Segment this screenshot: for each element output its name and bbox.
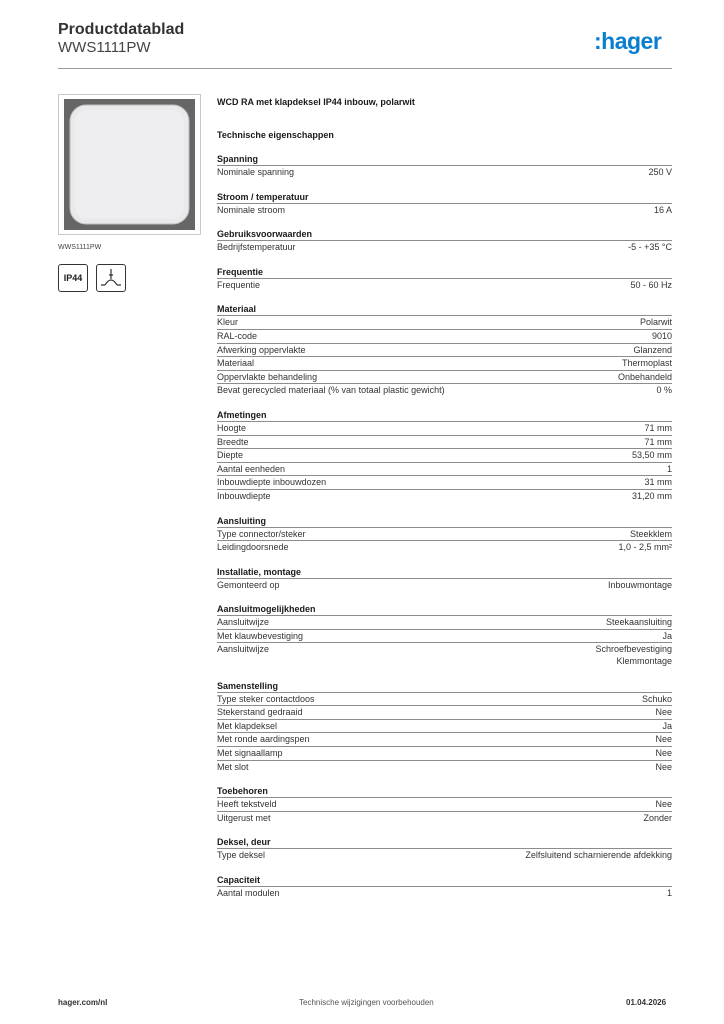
spec-value: 9010 [651,330,672,341]
section-title: Aansluitmogelijkheden [217,604,316,615]
spec-label: Nominale stroom [217,204,286,215]
tech-heading: Technische eigenschappen [217,130,334,140]
spec-value: Ja [662,630,672,641]
spec-row [217,240,672,254]
spec-value: 31,20 mm [631,490,672,501]
spec-value: Ja [662,720,672,731]
spec-row [217,719,672,733]
section-title: Deksel, deur [217,837,271,848]
spec-label: Leidingdoorsnede [217,542,289,553]
spec-value [595,644,672,667]
spec-row [217,540,672,554]
spec-value: 71 mm [644,422,672,433]
spec-label: Type steker contactdoos [217,693,315,704]
spec-value: Zonder [643,812,672,823]
spec-label: Kleur [217,317,239,328]
spec-row [217,705,672,719]
section-title: Aansluiting [217,515,266,526]
spec-value: Nee [655,799,672,810]
spec-row [217,448,672,462]
spec-label: Met slot [217,761,249,772]
section-title: Capaciteit [217,875,261,885]
spec-row [217,489,672,503]
spec-value-line: Schroefbevestiging [595,644,672,655]
spec-row [217,797,672,811]
spec-value: Nee [655,734,672,745]
spec-section [217,836,672,862]
spec-label: Aansluitwijze [217,644,270,655]
spec-row [217,811,672,825]
product-description: WCD RA met klapdeksel IP44 inbouw, polarwit [217,97,415,107]
footer-website: hager.com/nl [58,998,108,1007]
spec-label: Met ronde aardingspen [217,734,310,745]
spec-value: Inbouwmontage [607,579,672,590]
spec-section [217,409,672,503]
spec-label: Gemonteerd op [217,579,280,590]
spec-label: Heeft tekstveld [217,799,277,810]
product-image [58,94,201,235]
spec-label: Afwerking oppervlakte [217,344,306,355]
spec-row [217,203,672,217]
spec-label: Type deksel [217,850,266,861]
spec-row [217,370,672,384]
spec-label: Diepte [217,450,244,461]
footer-date: 01.04.2026 [626,998,667,1007]
spec-value: Steekklem [629,528,672,539]
spec-row [217,629,672,643]
spec-label: Uitgerust met [217,812,271,823]
spec-row [217,383,672,397]
spec-value: Polarwit [639,317,672,328]
section-title: Spanning [217,154,258,164]
spec-value: Nee [655,748,672,759]
spec-row [217,527,672,541]
spec-row [217,356,672,370]
socket-outlet-icon [59,95,200,234]
spec-row [217,615,672,629]
header-divider [58,68,672,69]
spec-value-line: Klemmontage [616,656,672,667]
spec-label: Met klauwbevestiging [217,630,304,641]
spec-row [217,578,672,592]
section-title: Frequentie [217,266,264,277]
spec-label: Nominale spanning [217,167,295,177]
spec-value: 53,50 mm [631,450,672,461]
section-title: Samenstelling [217,680,279,691]
spec-label: Oppervlakte behandeling [217,371,318,382]
spec-value: 16 A [653,204,672,215]
spec-section [217,874,672,900]
spec-row [217,278,672,292]
spec-label: Met klapdeksel [217,720,278,731]
spec-label: Type connector/steker [217,528,306,539]
spec-label: Aantal eenheden [217,463,286,474]
page-title: Productdatablad [58,21,185,38]
section-title: Installatie, montage [217,566,302,577]
ip44-badge: IP44 [58,264,88,292]
spec-label: Breedte [217,436,249,447]
spec-label: Frequentie [217,279,261,290]
spec-label: Inbouwdiepte inbouwdozen [217,477,327,488]
spec-value: 1,0 - 2,5 mm² [618,542,672,553]
section-title: Gebruiksvoorwaarden [217,229,313,240]
spec-label: Aansluitwijze [217,617,270,628]
spec-label: Bevat gerecycled materiaal (% van totaal plastic gewicht) [217,385,445,396]
spec-label: RAL-code [217,330,258,341]
spec-row [217,165,672,179]
spec-row [217,315,672,329]
spec-value: Schuko [641,693,672,704]
hager-logo: :hager [594,28,662,54]
spec-value: Thermoplast [621,358,672,369]
spec-row [217,886,672,900]
spec-row [217,329,672,343]
spec-row [217,435,672,449]
spec-value: Glanzend [633,344,672,355]
spec-value: -5 - +35 °C [628,242,672,253]
spec-row [217,475,672,489]
spec-value: 71 mm [644,436,672,447]
section-title: Toebehoren [217,786,268,797]
section-title: Stroom / temperatuur [217,191,309,202]
spec-row [217,343,672,357]
spec-value: Nee [655,707,672,718]
spec-value: 50 - 60 Hz [630,279,672,290]
spec-label: Hoogte [217,422,247,433]
image-caption: WWS1111PW [58,244,102,251]
spec-value: Onbehandeld [617,371,672,382]
spec-section [217,515,672,554]
spec-sections [217,153,672,900]
section-title: Afmetingen [217,409,267,420]
installation-symbol-icon [96,264,126,292]
spec-section [217,566,672,592]
spec-section [217,785,672,824]
spec-value: Zelfsluitend scharnierende afdekking [525,850,672,861]
spec-section [217,603,672,667]
spec-row [217,642,672,667]
spec-section [217,228,672,254]
spec-row [217,462,672,476]
spec-section [217,303,672,397]
spec-row [217,421,672,435]
spec-label: Bedrijfstemperatuur [217,242,296,253]
spec-section [217,680,672,774]
spec-value: Nee [655,761,672,772]
specifications [217,96,672,900]
spec-label: Met signaallamp [217,748,283,759]
footer-disclaimer: Technische wijzigingen voorbehouden [299,998,434,1007]
spec-row [217,848,672,862]
spec-value: Steekaansluiting [605,617,672,628]
spec-label: Aantal modulen [217,888,280,898]
spec-label: Materiaal [217,358,255,369]
spec-value: 1 [666,888,672,898]
spec-value: 1 [666,463,672,474]
spec-label: Stekerstand gedraaid [217,707,303,718]
spec-section [217,191,672,217]
spec-value: 31 mm [644,477,672,488]
spec-value: 250 V [648,167,672,177]
spec-row [217,692,672,706]
spec-label: Inbouwdiepte [217,490,271,501]
product-code: WWS1111PW [58,39,151,56]
spec-section [217,266,672,292]
spec-row [217,732,672,746]
spec-value: 0 % [656,385,672,396]
spec-row [217,760,672,774]
section-title: Materiaal [217,304,257,315]
spec-row [217,746,672,760]
spec-section [217,153,672,179]
